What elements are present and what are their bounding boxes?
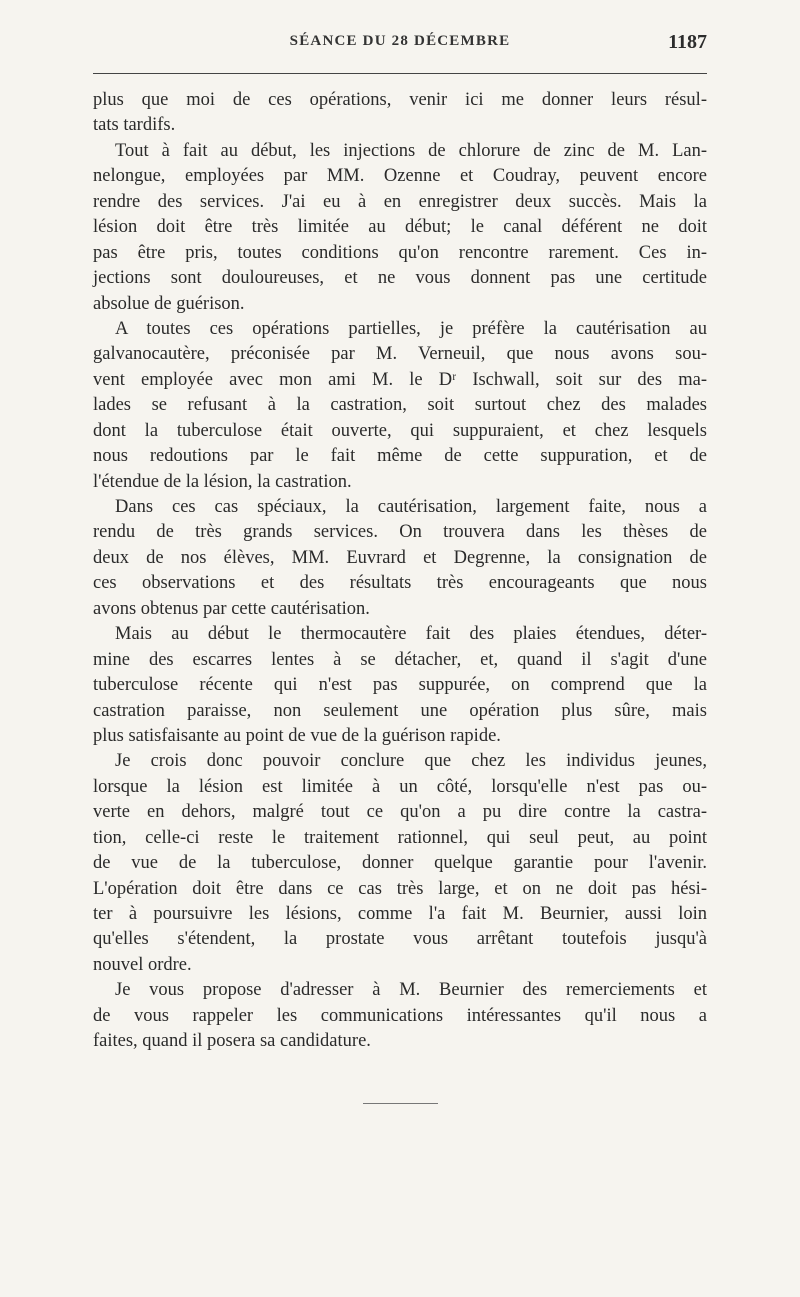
text-line: deux de nos élèves, MM. Euvrard et Degrenne, la consignation de — [93, 547, 707, 568]
paragraph — [93, 88, 707, 139]
text-line: verte en dehors, malgré tout ce qu'on a pu dire contre la castra- — [93, 802, 707, 823]
text-line: faites, quand il posera sa candidature. — [93, 1031, 371, 1052]
text-line: vent employée avec mon ami M. le Dʳ Ischwall, soit sur des ma- — [93, 369, 707, 390]
text-line: plus que moi de ces opérations, venir ici me donner leurs résul- — [93, 90, 707, 110]
text-line: mine des escarres lentes à se détacher, et, quand il s'agit d'une — [93, 649, 707, 670]
text-line: Tout à fait au début, les injections de chlorure de zinc de M. Lan- — [115, 140, 707, 161]
text-line: Dans ces cas spéciaux, la cautérisation, largement faite, nous a — [115, 497, 707, 517]
text-line: ces observations et des résultats très encourageants que nous — [93, 573, 707, 594]
text-line: nouvel ordre. — [93, 954, 192, 975]
text-line: l'étendue de la lésion, la castration. — [93, 471, 352, 492]
running-header — [93, 33, 707, 61]
page-number: 1187 — [668, 31, 707, 53]
end-rule — [363, 1103, 438, 1104]
text-line: absolue de guérison. — [93, 293, 245, 314]
text-line: lades se refusant à la castration, soit surtout chez des malades — [93, 395, 707, 416]
text-line: Je vous propose d'adresser à M. Beurnier des remerciements et — [115, 980, 707, 1001]
paragraph — [93, 139, 707, 317]
text-line: tion, celle-ci reste le traitement rationnel, qui seul peut, au point — [93, 827, 707, 848]
text-line: lorsque la lésion est limitée à un côté, lorsqu'elle n'est pas ou- — [93, 776, 707, 797]
text-line: L'opération doit être dans ce cas très large, et on ne doit pas hési- — [93, 878, 707, 899]
text-line: plus satisfaisante au point de vue de la guérison rapide. — [93, 725, 501, 746]
text-line: rendre des services. J'ai eu à en enregistrer deux succès. Mais la — [93, 191, 707, 212]
body-text — [93, 88, 707, 1055]
text-line: galvanocautère, préconisée par M. Verneuil, que nous avons sou- — [93, 344, 707, 365]
text-line: nelongue, employées par MM. Ozenne et Coudray, peuvent encore — [93, 166, 707, 187]
text-line: castration paraisse, non seulement une opération plus sûre, mais — [93, 700, 707, 721]
paragraph — [93, 317, 707, 495]
text-line: de vue de la tuberculose, donner quelque garantie pour l'avenir. — [93, 853, 707, 874]
header-title: SÉANCE DU 28 DÉCEMBRE — [289, 33, 511, 49]
paragraph — [93, 495, 707, 622]
text-line: avons obtenus par cette cautérisation. — [93, 598, 370, 619]
text-line: jections sont douloureuses, et ne vous donnent pas une certitude — [93, 268, 707, 289]
paragraph — [93, 622, 707, 749]
text-line: Mais au début le thermocautère fait des plaies étendues, déter- — [115, 624, 707, 645]
text-line: Je crois donc pouvoir conclure que chez les individus jeunes, — [115, 751, 707, 772]
text-line: tats tardifs. — [93, 115, 176, 136]
text-line: dont la tuberculose était ouverte, qui suppuraient, et chez lesquels — [93, 420, 707, 441]
text-line: ter à poursuivre les lésions, comme l'a fait M. Beurnier, aussi loin — [93, 904, 707, 924]
text-line: rendu de très grands services. On trouvera dans les thèses de — [93, 522, 707, 543]
text-line: tuberculose récente qui n'est pas suppurée, on comprend que la — [93, 675, 707, 696]
header-rule — [93, 73, 707, 74]
paragraph — [93, 978, 707, 1054]
paragraph — [93, 749, 707, 978]
text-line: nous redoutions par le fait même de cette suppuration, et de — [93, 446, 707, 467]
text-line: de vous rappeler les communications intéressantes qu'il nous a — [93, 1005, 707, 1026]
text-line: A toutes ces opérations partielles, je préfère la cautérisation au — [115, 318, 707, 339]
text-line: pas être pris, toutes conditions qu'on rencontre rarement. Ces in- — [93, 242, 707, 263]
text-line: qu'elles s'étendent, la prostate vous arrêtant toutefois jusqu'à — [93, 929, 707, 950]
text-line: lésion doit être très limitée au début; le canal déférent ne doit — [93, 217, 707, 238]
